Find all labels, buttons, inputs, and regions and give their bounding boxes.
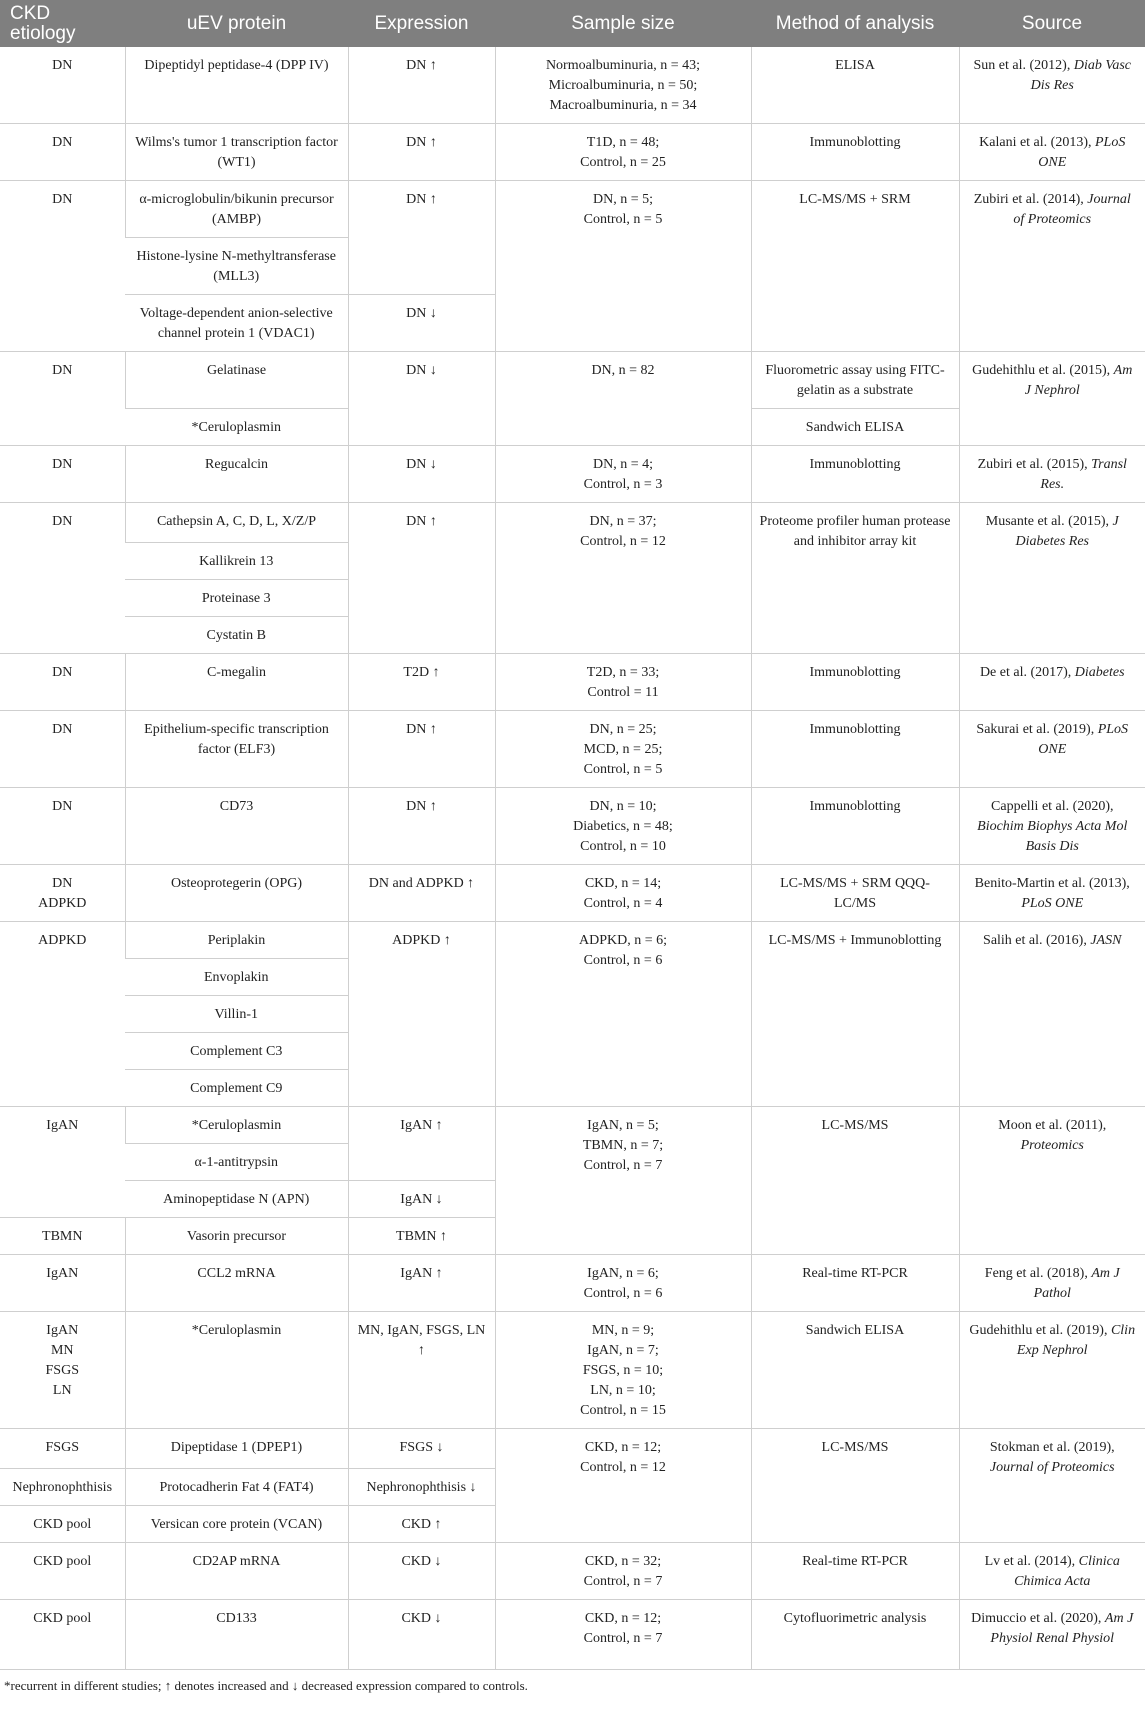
table-cell: DN ↑ [348, 788, 495, 865]
source-journal: J Diabetes Res [1015, 514, 1119, 549]
source-journal: PLoS ONE [1021, 896, 1084, 911]
source-journal: Journal of Proteomics [1013, 192, 1131, 227]
table-cell [959, 124, 1145, 181]
table-cell: DN, n = 4; Control, n = 3 [495, 446, 751, 503]
table-cell [959, 788, 1145, 865]
table-header [0, 0, 1145, 47]
source-authors: Stokman et al. (2019), [989, 1440, 1115, 1455]
source-authors: Kalani et al. (2013), [979, 135, 1095, 150]
table-cell: LC-MS/MS + Immunoblotting [751, 922, 959, 1107]
table-cell: Osteoprotegerin (OPG) [125, 865, 348, 922]
table-row [0, 922, 1145, 959]
table-cell: LC-MS/MS + SRM [751, 181, 959, 352]
table-row [0, 503, 1145, 543]
table-cell [959, 446, 1145, 503]
table-cell: DN ↓ [348, 446, 495, 503]
table-cell: LC-MS/MS [751, 1107, 959, 1255]
table-row [0, 654, 1145, 711]
table-cell [959, 922, 1145, 1107]
source-journal: PLoS ONE [1038, 722, 1129, 757]
table-cell: MN, n = 9; IgAN, n = 7; FSGS, n = 10; LN, n = 10; Control, n = 15 [495, 1312, 751, 1429]
source-authors: Cappelli et al. (2020), [991, 799, 1114, 814]
source-authors: Sun et al. (2012), [973, 58, 1074, 73]
table-cell: FSGS ↓ [348, 1429, 495, 1469]
table-cell: TBMN ↑ [348, 1218, 495, 1255]
table-cell: Nephronophthisis ↓ [348, 1469, 495, 1506]
source-authors: Zubiri et al. (2015), [977, 457, 1092, 472]
source-authors: Gudehithlu et al. (2015), [972, 363, 1114, 378]
table-row [0, 711, 1145, 788]
table-row [0, 865, 1145, 922]
table-cell: IgAN, n = 5; TBMN, n = 7; Control, n = 7 [495, 1107, 751, 1255]
source-authors: Moon et al. (2011), [998, 1118, 1107, 1133]
table-cell: IgAN [0, 1107, 125, 1218]
table-cell: Periplakin [125, 922, 348, 959]
table-cell: DN ↑ [348, 124, 495, 181]
source-authors: Salih et al. (2016), [983, 933, 1091, 948]
table-cell: LC-MS/MS [751, 1429, 959, 1543]
table-cell: Nephronophthisis [0, 1469, 125, 1506]
table-cell: IgAN [0, 1255, 125, 1312]
table-cell [959, 181, 1145, 352]
table-cell: CKD ↓ [348, 1600, 495, 1670]
table-cell [959, 1107, 1145, 1255]
table-cell: Immunoblotting [751, 124, 959, 181]
table-cell: Cystatin B [125, 617, 348, 654]
table-cell: CKD ↑ [348, 1506, 495, 1543]
table-cell: Versican core protein (VCAN) [125, 1506, 348, 1543]
table-cell: ADPKD, n = 6; Control, n = 6 [495, 922, 751, 1107]
table-cell: T2D ↑ [348, 654, 495, 711]
source-journal: Journal of Proteomics [989, 1460, 1115, 1475]
source-authors: Musante et al. (2015), [985, 514, 1113, 529]
source-authors: De et al. (2017), [979, 665, 1075, 680]
table-cell: DN [0, 711, 125, 788]
table-cell: DN, n = 82 [495, 352, 751, 446]
table-cell: LC-MS/MS + SRM QQQ-LC/MS [751, 865, 959, 922]
table-cell: Immunoblotting [751, 446, 959, 503]
source-authors: Benito-Martin et al. (2013), [974, 876, 1130, 891]
table-row [0, 47, 1145, 124]
table-row [0, 1255, 1145, 1312]
table-cell: IgAN ↑ [348, 1107, 495, 1181]
table-cell: Immunoblotting [751, 654, 959, 711]
table-cell [959, 1600, 1145, 1670]
table-cell [959, 654, 1145, 711]
table-cell: DN [0, 503, 125, 654]
table-cell: DN [0, 181, 125, 352]
table-cell: Aminopeptidase N (APN) [125, 1181, 348, 1218]
table-cell: DN ↑ [348, 503, 495, 654]
table-cell: DN [0, 124, 125, 181]
source-journal: Am J Pathol [1033, 1266, 1120, 1301]
header-sample-size: Sample size [495, 0, 751, 47]
table-cell: CD73 [125, 788, 348, 865]
table-cell: Kallikrein 13 [125, 543, 348, 580]
source-journal: Diab Vasc Dis Res [1030, 58, 1131, 93]
source-journal: Clinica Chimica Acta [1014, 1554, 1120, 1589]
source-journal: Proteomics [1020, 1138, 1084, 1153]
table-footnote: *recurrent in different studies; ↑ denotes increased and ↓ decreased expression compared to controls. [4, 1678, 528, 1693]
table-cell: Histone-lysine N-methyltransferase (MLL3) [125, 238, 348, 295]
table-row [0, 1312, 1145, 1429]
source-authors: Gudehithlu et al. (2019), [969, 1323, 1111, 1338]
source-journal: Biochim Biophys Acta Mol Basis Dis [977, 819, 1128, 854]
table-cell: CKD pool [0, 1506, 125, 1543]
table-cell: Complement C3 [125, 1033, 348, 1070]
source-authors: Dimuccio et al. (2020), [971, 1611, 1105, 1626]
table-cell: *Ceruloplasmin [125, 1312, 348, 1429]
table-cell: Immunoblotting [751, 788, 959, 865]
table-cell: Protocadherin Fat 4 (FAT4) [125, 1469, 348, 1506]
table-cell: Cytofluorimetric analysis [751, 1600, 959, 1670]
table-cell: CCL2 mRNA [125, 1255, 348, 1312]
table-cell [959, 47, 1145, 124]
source-authors: Lv et al. (2014), [984, 1554, 1079, 1569]
table-cell: ELISA [751, 47, 959, 124]
table-row [0, 1107, 1145, 1144]
table-cell: Normoalbuminuria, n = 43; Microalbuminuria, n = 50; Macroalbuminuria, n = 34 [495, 47, 751, 124]
source-journal: JASN [1090, 933, 1122, 948]
table-cell: Proteinase 3 [125, 580, 348, 617]
source-authors: Sakurai et al. (2019), [976, 722, 1098, 737]
table-cell: DN [0, 47, 125, 124]
table-cell: Complement C9 [125, 1070, 348, 1107]
table-cell: DN ↓ [348, 352, 495, 446]
table-cell: DN [0, 446, 125, 503]
source-authors: Feng et al. (2018), [984, 1266, 1092, 1281]
table-cell: CKD, n = 14; Control, n = 4 [495, 865, 751, 922]
table-cell: DN ↑ [348, 181, 495, 295]
header-uev-protein: uEV protein [125, 0, 348, 47]
table-cell: IgAN ↓ [348, 1181, 495, 1218]
table-cell: DN [0, 654, 125, 711]
table-row [0, 1429, 1145, 1469]
table-cell: IgAN MN FSGS LN [0, 1312, 125, 1429]
table-cell: CKD pool [0, 1543, 125, 1600]
table-cell: MN, IgAN, FSGS, LN ↑ [348, 1312, 495, 1429]
table-cell: α-microglobulin/bikunin precursor (AMBP) [125, 181, 348, 238]
header-source: Source [959, 0, 1145, 47]
table-cell: IgAN ↑ [348, 1255, 495, 1312]
table-cell: CD2AP mRNA [125, 1543, 348, 1600]
table-cell: T2D, n = 33; Control = 11 [495, 654, 751, 711]
table-cell: IgAN, n = 6; Control, n = 6 [495, 1255, 751, 1312]
table-cell: Real-time RT-PCR [751, 1543, 959, 1600]
table-cell [959, 711, 1145, 788]
table-row [0, 446, 1145, 503]
table-cell [959, 1312, 1145, 1429]
table-cell: CKD ↓ [348, 1543, 495, 1600]
table-cell: Sandwich ELISA [751, 1312, 959, 1429]
table-row [0, 181, 1145, 238]
table-cell: *Ceruloplasmin [125, 1107, 348, 1144]
source-journal: PLoS ONE [1038, 135, 1126, 170]
table-cell [959, 1429, 1145, 1543]
table-cell [959, 503, 1145, 654]
table-cell: TBMN [0, 1218, 125, 1255]
table-cell [959, 865, 1145, 922]
header-row [0, 0, 1145, 47]
header-expression: Expression [348, 0, 495, 47]
table-cell: DN [0, 788, 125, 865]
table-cell: C-megalin [125, 654, 348, 711]
table-cell: DN ↑ [348, 47, 495, 124]
source-journal: Am J Physiol Renal Physiol [990, 1611, 1134, 1646]
table-row [0, 352, 1145, 409]
table-cell: Envoplakin [125, 959, 348, 996]
table-body [0, 47, 1145, 1670]
table-cell: Immunoblotting [751, 711, 959, 788]
table-cell: Wilms's tumor 1 transcription factor (WT1) [125, 124, 348, 181]
table-cell: Vasorin precursor [125, 1218, 348, 1255]
table-cell: Gelatinase [125, 352, 348, 409]
source-journal: Am J Nephrol [1024, 363, 1133, 398]
table-cell: Sandwich ELISA [751, 409, 959, 446]
table-row [0, 124, 1145, 181]
table-cell: Proteome profiler human protease and inhibitor array kit [751, 503, 959, 654]
table-cell: Voltage-dependent anion-selective channel protein 1 (VDAC1) [125, 295, 348, 352]
table-row [0, 1543, 1145, 1600]
source-journal: Transl Res. [1040, 457, 1127, 492]
table-cell: ADPKD ↑ [348, 922, 495, 1107]
table-cell [959, 1543, 1145, 1600]
table-cell: Villin-1 [125, 996, 348, 1033]
table-cell: Epithelium-specific transcription factor (ELF3) [125, 711, 348, 788]
table-cell: DN, n = 37; Control, n = 12 [495, 503, 751, 654]
table-cell: FSGS [0, 1429, 125, 1469]
table-cell: DN [0, 352, 125, 446]
table-cell: CKD, n = 12; Control, n = 7 [495, 1600, 751, 1670]
table-cell: DN and ADPKD ↑ [348, 865, 495, 922]
table-row [0, 1600, 1145, 1670]
header-ckd-etiology: CKD etiology [0, 0, 125, 47]
table-cell [959, 1255, 1145, 1312]
table-cell: DN ADPKD [0, 865, 125, 922]
table-cell: T1D, n = 48; Control, n = 25 [495, 124, 751, 181]
table-cell: DN ↓ [348, 295, 495, 352]
table-cell: ADPKD [0, 922, 125, 1107]
table-cell [959, 352, 1145, 446]
table-cell: Cathepsin A, C, D, L, X/Z/P [125, 503, 348, 543]
source-journal: Diabetes [1074, 665, 1125, 680]
table-cell: Dipeptidyl peptidase-4 (DPP IV) [125, 47, 348, 124]
table-cell: CKD pool [0, 1600, 125, 1670]
table-cell: DN, n = 5; Control, n = 5 [495, 181, 751, 352]
table-cell: Real-time RT-PCR [751, 1255, 959, 1312]
table-cell: CKD, n = 32; Control, n = 7 [495, 1543, 751, 1600]
header-method-of-analysis: Method of analysis [751, 0, 959, 47]
table-cell: Regucalcin [125, 446, 348, 503]
table-cell: Fluorometric assay using FITC-gelatin as a substrate [751, 352, 959, 409]
source-journal: Clin Exp Nephrol [1016, 1323, 1136, 1358]
table-row [0, 788, 1145, 865]
table-cell: DN ↑ [348, 711, 495, 788]
table-cell: DN, n = 25; MCD, n = 25; Control, n = 5 [495, 711, 751, 788]
table-cell: DN, n = 10; Diabetics, n = 48; Control, n = 10 [495, 788, 751, 865]
table-cell: Dipeptidase 1 (DPEP1) [125, 1429, 348, 1469]
table-cell: *Ceruloplasmin [125, 409, 348, 446]
table-cell: α-1-antitrypsin [125, 1144, 348, 1181]
table-cell: CD133 [125, 1600, 348, 1670]
table-cell: CKD, n = 12; Control, n = 12 [495, 1429, 751, 1543]
source-authors: Zubiri et al. (2014), [973, 192, 1088, 207]
